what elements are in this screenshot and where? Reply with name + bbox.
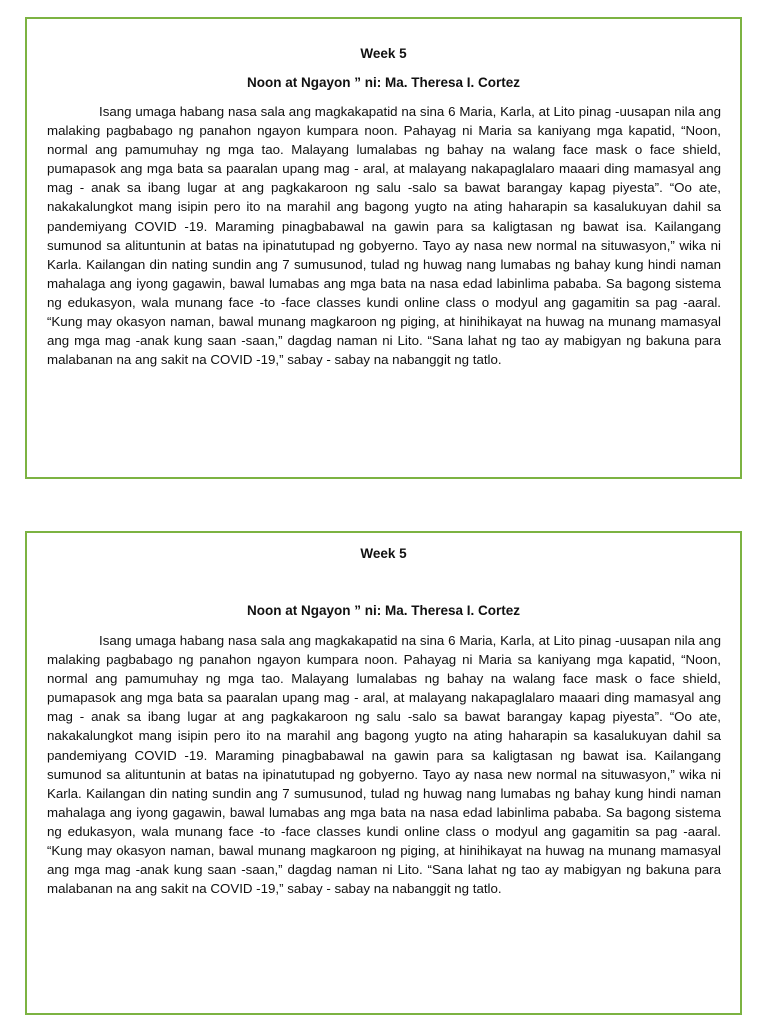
week-label: Week 5 [360,46,407,61]
story-paragraph: Isang umaga habang nasa sala ang magkakapatid na sina 6 Maria, Karla, at Lito pinag -uusapan nila ang malaking pagbabago ng panahon ngayon kumpara noon. Pahayag ni Maria sa kaniyang mga kapatid, “Noon, normal ang pamumuhay ng mga tao. Malayang lumalabas ng bahay na walang face mask o face shield, pumapasok ang mga bata sa paaralan upang mag - aral, at malayang nakapaglalaro maaari ding mamasyal ang mag - anak sa ibang lugar at ang pagkakaroon ng salu -salo sa bawat barangay kapag piyesta”. “Oo ate, nakakalungkot mang isipin pero ito na marahil ang bagong yugto na ating haharapin sa kasalukuyan dahil sa pandemiyang COVID -19. Maraming pinagbabawal na gawin para sa kaligtasan ng bawat isa. Kailangang sumunod sa alituntunin at batas na ipinatutupad ng gobyerno. Tayo ay nasa new normal na situwasyon,” wika ni Karla. Kailangan din nating sundin ang 7 sumusunod, tulad ng huwag nang lumabas ng bahay kung hindi naman mahalaga ang iyong gagawin, bawal lumabas ang mga bata na nasa edad labinlima pababa. Sa bagong sistema ng edukasyon, wala munang face -to -face classes kundi online class o modyul ang gagamitin sa pag -aaral. “Kung may okasyon naman, bawal munang magkaroon ng piging, at hinihikayat na huwag na munang mamasyal ang mga mag -anak kung saan -saan,” dagdag naman ni Lito. “Sana lahat ng tao ay mabigyan ng bakuna para malabanan na ang sakit na COVID -19,” sabay - sabay na nabanggit ng tatlo. [47,633,721,897]
reading-card-2 [25,531,742,1015]
reading-card-1 [25,17,742,479]
story-title: Noon at Ngayon ” ni: Ma. Theresa I. Cortez [246,75,521,90]
story-title: Noon at Ngayon ” ni: Ma. Theresa I. Cortez [246,603,521,618]
story-paragraph: Isang umaga habang nasa sala ang magkakapatid na sina 6 Maria, Karla, at Lito pinag -uusapan nila ang malaking pagbabago ng panahon ngayon kumpara noon. Pahayag ni Maria sa kaniyang mga kapatid, “Noon, normal ang pamumuhay ng mga tao. Malayang lumalabas ng bahay na walang face mask o face shield, pumapasok ang mga bata sa paaralan upang mag - aral, at malayang nakapaglalaro maaari ding mamasyal ang mag - anak sa ibang lugar at ang pagkakaroon ng salu -salo sa bawat barangay kapag piyesta”. “Oo ate, nakakalungkot mang isipin pero ito na marahil ang bagong yugto na ating haharapin sa kasalukuyan dahil sa pandemiyang COVID -19. Maraming pinagbabawal na gawin para sa kaligtasan ng bawat isa. Kailangang sumunod sa alituntunin at batas na ipinatutupad ng gobyerno. Tayo ay nasa new normal na situwasyon,” wika ni Karla. Kailangan din nating sundin ang 7 sumusunod, tulad ng huwag nang lumabas ng bahay kung hindi naman mahalaga ang iyong gagawin, bawal lumabas ang mga bata na nasa edad labinlima pababa. Sa bagong sistema ng edukasyon, wala munang face -to -face classes kundi online class o modyul ang gagamitin sa pag -aaral. “Kung may okasyon naman, bawal munang magkaroon ng piging, at hinihikayat na huwag na munang mamasyal ang mga mag -anak kung saan -saan,” dagdag naman ni Lito. “Sana lahat ng tao ay mabigyan ng bakuna para malabanan na ang sakit na COVID -19,” sabay - sabay na nabanggit ng tatlo. [47,104,721,368]
week-label: Week 5 [360,546,407,561]
